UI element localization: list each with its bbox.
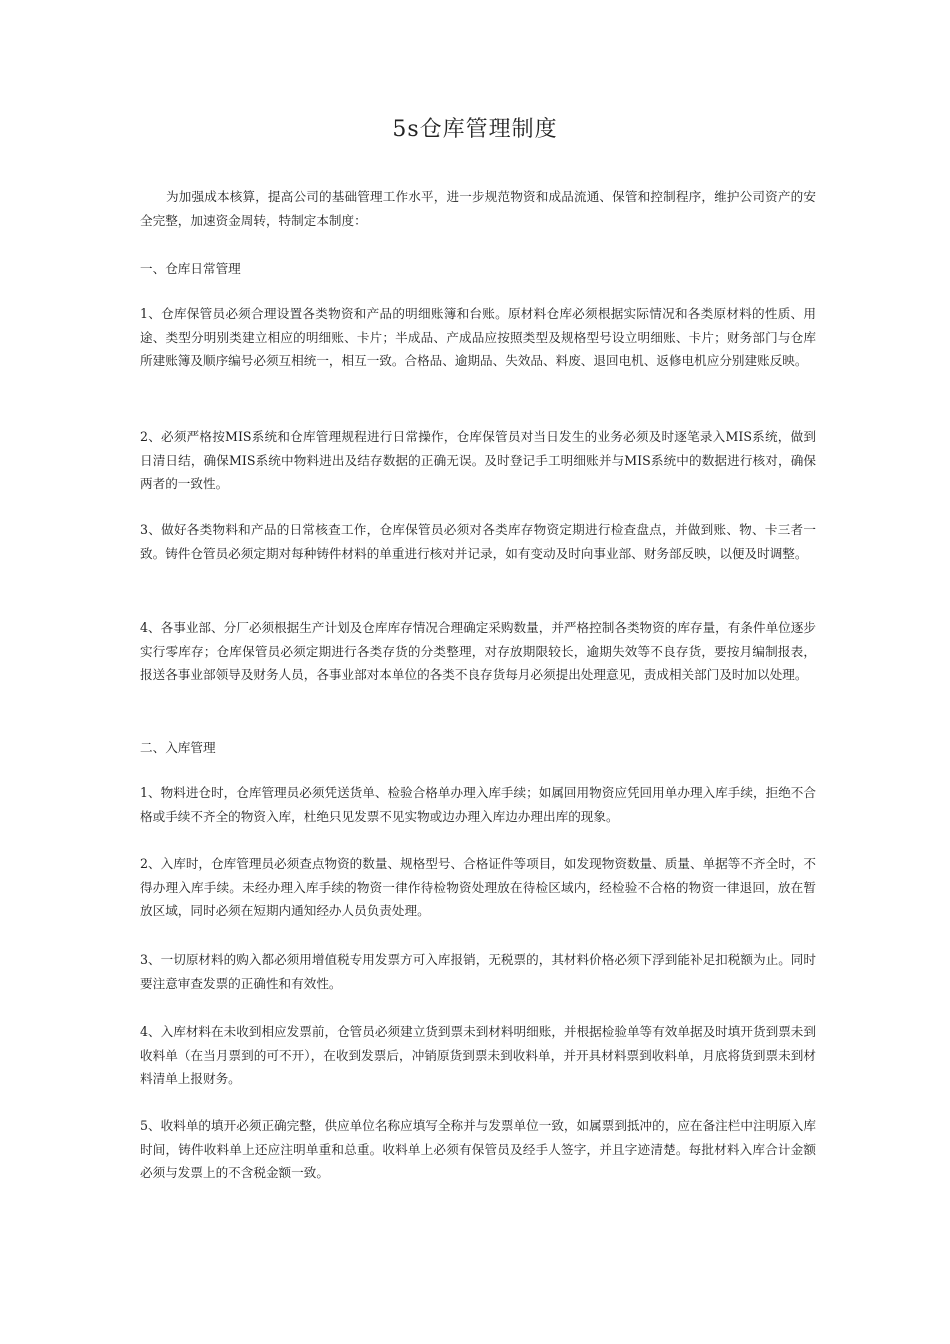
section2-item-3: 3、一切原材料的购入都必须用增值税专用发票方可入库报销，无税票的，其材料价格必须下浮到能补足扣税额为止。同时要注意审查发票的正确性和有效性。 <box>140 952 816 991</box>
section2-item-5: 5、收料单的填开必须正确完整，供应单位名称应填写全称并与发票单位一致，如属票到抵冲的，应在备注栏中注明原入库时间，铸件收料单上还应注明单重和总重。收料单上必须有保管员及经手人签字，并且字迹清楚。每批材料入库合计金额必须与发票上的不含税金额一致。 <box>140 1118 816 1180</box>
section1-item-1: 1、仓库保管员必须合理设置各类物资和产品的明细账簿和台账。原材料仓库必须根据实际情况和各类原材料的性质、用途、类型分明别类建立相应的明细账、卡片；半成品、产成品应按照类型及规格型号设立明细账、卡片；财务部门与仓库所建账簿及顺序编号必须互相统一，相互一致。合格品、逾期品、失效品、料废、退回电机、返修电机应分别建账反映。 <box>140 306 816 368</box>
section-heading-daily-management: 一、仓库日常管理 <box>140 261 241 276</box>
section1-item-3: 3、做好各类物料和产品的日常核查工作，仓库保管员必须对各类库存物资定期进行检查盘点，并做到账、物、卡三者一致。铸件仓管员必须定期对每种铸件材料的单重进行核对并记录，如有变动及时向事业部、财务部反映，以便及时调整。 <box>140 522 816 561</box>
section2-item-2: 2、入库时，仓库管理员必须查点物资的数量、规格型号、合格证件等项目，如发现物资数量、质量、单据等不齐全时，不得办理入库手续。未经办理入库手续的物资一律作待检物资处理放在待检区域内，经检验不合格的物资一律退回，放在暂放区域，同时必须在短期内通知经办人员负责处理。 <box>140 856 816 918</box>
section2-item-4: 4、入库材料在未收到相应发票前，仓管员必须建立货到票未到材料明细账，并根据检验单等有效单据及时填开货到票未到收料单（在当月票到的可不开），在收到发票后，冲销原货到票未到收料单，并开具材料票到收料单，月底将货到票未到材料清单上报财务。 <box>140 1024 816 1086</box>
intro-paragraph: 为加强成本核算，提高公司的基础管理工作水平，进一步规范物资和成品流通、保管和控制程序，维护公司资产的安全完整，加速资金周转，特制定本制度： <box>140 189 816 228</box>
section2-item-1: 1、物料进仓时，仓库管理员必须凭送货单、检验合格单办理入库手续；如属回用物资应凭回用单办理入库手续，拒绝不合格或手续不齐全的物资入库，杜绝只见发票不见实物或边办理入库边办理出库的现象。 <box>140 785 816 824</box>
section1-item-2: 2、必须严格按MIS系统和仓库管理规程进行日常操作，仓库保管员对当日发生的业务必须及时逐笔录入MIS系统，做到日清日结，确保MIS系统中物料进出及结存数据的正确无误。及时登记手工明细账并与MIS系统中的数据进行核对，确保两者的一致性。 <box>140 429 816 491</box>
section1-item-4: 4、各事业部、分厂必须根据生产计划及仓库库存情况合理确定采购数量，并严格控制各类物资的库存量，有条件单位逐步实行零库存；仓库保管员必须定期进行各类存货的分类整理，对存放期限较长，逾期失效等不良存货，要按月编制报表，报送各事业部领导及财务人员，各事业部对本单位的各类不良存货每月必须提出处理意见，责成相关部门及时加以处理。 <box>140 620 816 682</box>
document-title: 5s仓库管理制度 <box>392 117 558 142</box>
section-heading-inbound-management: 二、入库管理 <box>140 740 216 755</box>
